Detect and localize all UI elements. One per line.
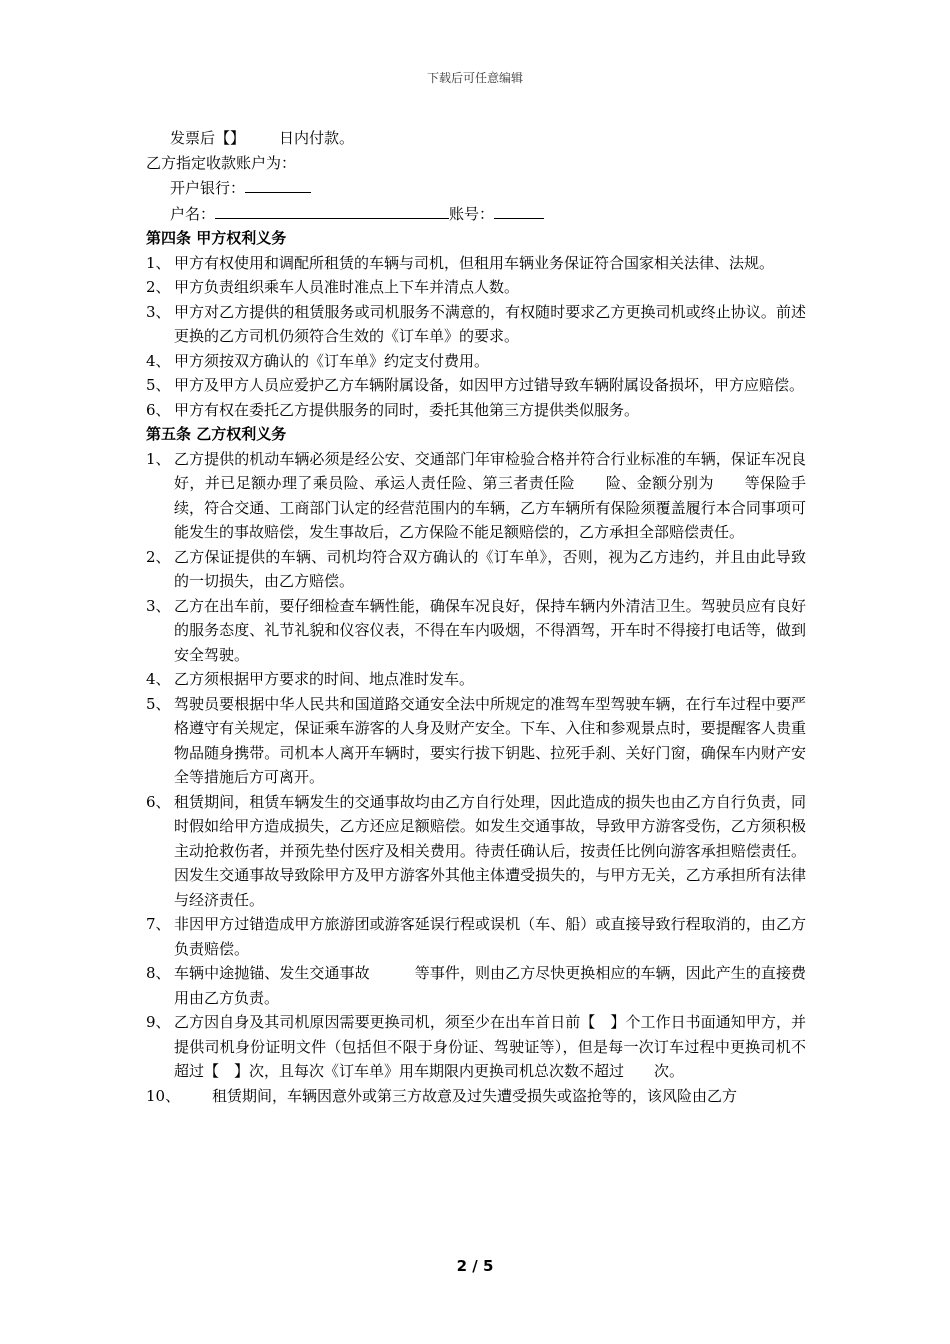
item-text: 租赁期间，车辆因意外或第三方故意及过失遭受损失或盗抢等的，该风险由乙方 [212, 1086, 738, 1105]
list-item [146, 300, 806, 349]
item-text: 乙方在出车前，要仔细检查车辆性能，确保车况良好，保持车辆内外清洁卫生。驾驶员应有良好的服务态度、礼节礼貌和仪容仪表，不得在车内吸烟，不得酒驾，开车时不得接打电话等，做到安全驾驶。 [174, 596, 806, 664]
list-item [146, 545, 806, 594]
item-number: 4、 [146, 351, 171, 370]
item-text: 甲方负责组织乘车人员准时准点上下车并清点人数。 [174, 278, 520, 296]
bank-line [146, 175, 806, 201]
bank-label: 开户银行： [170, 179, 246, 197]
name-account-line [146, 201, 806, 227]
list-item [146, 1010, 806, 1084]
list-item [146, 447, 806, 545]
list-item [146, 398, 806, 423]
invoice-post: 日内付款。 [279, 129, 355, 147]
section-5-title: 第五条 乙方权利义务 [146, 425, 287, 443]
item-text: 甲方及甲方人员应爱护乙方车辆附属设备，如因甲方过错导致车辆附属设备损坏，甲方应赔偿。 [174, 376, 805, 394]
page-header: 下载后可任意编辑 [426, 71, 523, 85]
list-item [146, 594, 806, 668]
item-text: 乙方提供的机动车辆必须是经公安、交通部门年审检验合格并符合行业标准的车辆，保证车况良好，并已足额办理了乘员险、承运人责任险、第三者责任险 险、金额分别为 等保险手续，符合交通、工商部门认定的经营范围内的车辆，乙方车辆所有保险须覆盖履行本合同事项可能发生的事故赔偿，发生事故后，乙方保险不能足额赔偿的，乙方承担全部赔偿责任。 [174, 449, 806, 541]
list-item [146, 251, 806, 276]
item-text: 非因甲方过错造成甲方旅游团或游客延误行程或误机（车、船）或直接导致行程取消的，由乙方负责赔偿。 [174, 915, 806, 958]
item-text: 租赁期间，租赁车辆发生的交通事故均由乙方自行处理，因此造成的损失也由乙方自行负责，同时假如给甲方造成损失，乙方还应足额赔偿。如发生交通事故，导致甲方游客受伤，乙方须积极主动抢救伤者，并预先垫付医疗及相关费用。待责任确认后，按责任比例向游客承担赔偿责任。因发生交通事故导致除甲方及甲方游客外其他主体遭受损失的，与甲方无关，乙方承担所有法律与经济责任。 [174, 792, 806, 909]
page-number: 2 / 5 [456, 1257, 494, 1275]
item-number: 3、 [146, 302, 171, 321]
list-item [146, 667, 806, 692]
section-4-list [146, 251, 806, 423]
list-item [146, 912, 806, 961]
invoice-line [146, 126, 806, 151]
item-number: 6、 [146, 792, 171, 811]
item-text: 甲方有权使用和调配所租赁的车辆与司机，但租用车辆业务保证符合国家相关法律、法规。 [174, 253, 775, 272]
list-item [146, 373, 806, 398]
document-body [146, 126, 806, 1108]
list-item [146, 275, 806, 300]
list-item [146, 961, 806, 1010]
section-4-title: 第四条 甲方权利义务 [146, 229, 287, 247]
item-text: 车辆中途抛锚、发生交通事故 等事件，则由乙方尽快更换相应的车辆，因此产生的直接费用由乙方负责。 [174, 964, 806, 1007]
item-number: 2、 [146, 547, 171, 566]
item-text: 驾驶员要根据中华人民共和国道路交通安全法中所规定的准驾车型驾驶车辆，在行车过程中要严格遵守有关规定，保证乘车游客的人身及财产安全。下车、入住和参观景点时，要提醒客人贵重物品随身携带。司机本人离开车辆时，要实行拔下钥匙、拉死手刹、关好门窗，确保车内财产安全等措施后方可离开。 [174, 694, 806, 786]
item-number: 3、 [146, 596, 171, 615]
item-text: 甲方对乙方提供的租赁服务或司机服务不满意的，有权随时要求乙方更换司机或终止协议。前述更换的乙方司机仍须符合生效的《订车单》的要求。 [174, 302, 806, 345]
item-number: 8、 [146, 964, 171, 982]
item-number: 7、 [146, 915, 171, 933]
item-number: 9、 [146, 1013, 171, 1031]
list-item [146, 1084, 806, 1109]
item-number: 5、 [146, 694, 171, 713]
item-text: 乙方须根据甲方要求的时间、地点准时发车。 [174, 670, 475, 688]
item-number: 1、 [146, 449, 171, 468]
item-text: 甲方须按双方确认的《订车单》约定支付费用。 [174, 351, 490, 370]
list-item [146, 790, 806, 913]
list-item [146, 349, 806, 374]
item-number: 1、 [146, 253, 171, 272]
item-text: 甲方有权在委托乙方提供服务的同时，委托其他第三方提供类似服务。 [174, 400, 640, 419]
name-label: 户名： [170, 204, 216, 223]
name-blank [215, 201, 449, 219]
item-text: 乙方保证提供的车辆、司机均符合双方确认的《订车单》，否则，视为乙方违约，并且由此导致的一切损失，由乙方赔偿。 [174, 547, 806, 590]
item-number: 2、 [146, 278, 171, 296]
bank-blank [245, 175, 311, 193]
item-number: 5、 [146, 376, 171, 394]
item-number: 10、 [146, 1086, 181, 1105]
account-intro: 乙方指定收款账户为： [146, 153, 297, 172]
item-text: 乙方因自身及其司机原因需要更换司机，须至少在出车首日前【 】个工作日书面通知甲方，并提供司机身份证明文件（包括但不限于身份证、驾驶证等），但是每一次订车过程中更换司机不超过【 】次，且每次《订车单》用车期限内更换司机总次数不超过 次。 [174, 1013, 806, 1080]
item-number: 4、 [146, 670, 171, 688]
item-number: 6、 [146, 400, 171, 419]
list-item [146, 692, 806, 790]
invoice-pre: 发票后【】 [170, 129, 246, 147]
section-5-list [146, 447, 806, 1109]
account-label: 账号： [449, 204, 495, 223]
account-blank [494, 201, 544, 219]
